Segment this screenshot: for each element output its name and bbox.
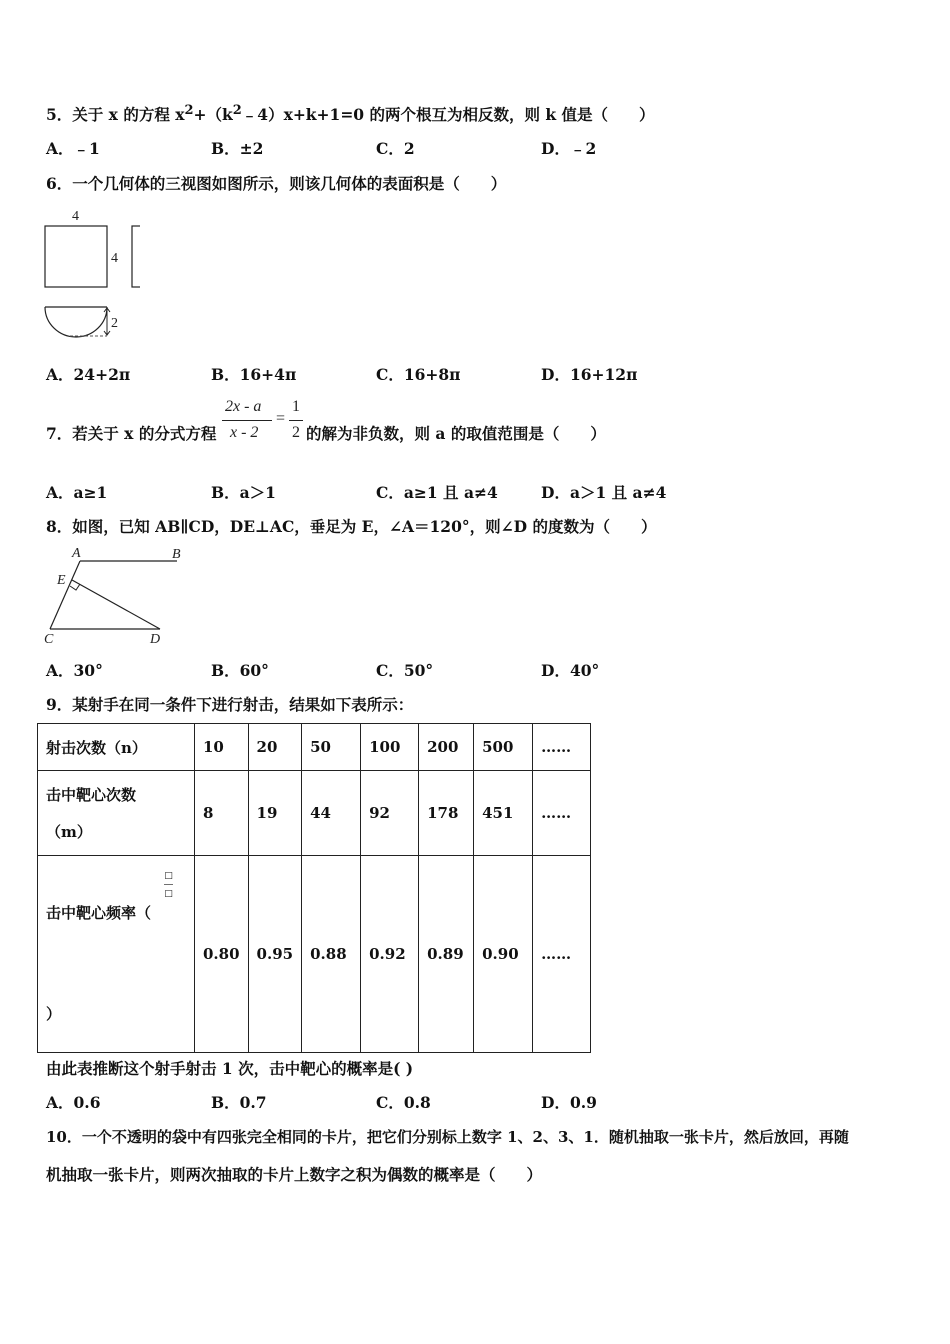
fraction-denominator: x - 2 xyxy=(230,424,259,441)
table-cell: 44 xyxy=(302,771,361,856)
table-cell: 92 xyxy=(361,771,419,856)
label-height: 4 xyxy=(111,251,118,266)
table-cell: 0.88 xyxy=(302,856,361,1053)
q9-option-c: C．0.8 xyxy=(376,1093,431,1112)
table-cell: …… xyxy=(533,856,591,1053)
q5-option-b: B．±2 xyxy=(211,139,264,158)
table-cell: 451 xyxy=(474,771,533,856)
fraction-bar xyxy=(222,420,272,421)
q10-stem-line2: 机抽取一张卡片，则两次抽取的卡片上数字之积为偶数的概率是（ ） xyxy=(46,1165,543,1184)
rhs-fraction-bar xyxy=(289,420,303,421)
label-depth: 2 xyxy=(111,316,118,331)
label-top-width: 4 xyxy=(72,209,79,224)
q10-stem-line1: 10．一个不透明的袋中有四张完全相同的卡片，把它们分别标上数字 1、2、3、1．随机抽取一张卡片，然后放回，再随 xyxy=(46,1128,849,1146)
q6-option-a: A．24+2π xyxy=(46,365,131,384)
q8-option-d: D．40° xyxy=(541,661,600,680)
label-a: A xyxy=(72,546,81,561)
right-angle-mark xyxy=(70,584,80,590)
row-head-frequency: □ ― □ 击中靶心频率（ ） xyxy=(38,856,195,1053)
table-cell: 0.95 xyxy=(248,856,302,1053)
q7-stem-start: 7．若关于 x 的分式方程 xyxy=(46,424,217,443)
q5-stem: 5．关于 x 的方程 $x^2+(k^2﹣4)x+k+1=0$ 的两个根互为相反数，则 k 值是（ ） xyxy=(46,103,655,125)
q8-option-c: C．50° xyxy=(376,661,434,680)
equals-sign: = xyxy=(276,410,286,427)
line-ac xyxy=(50,561,80,629)
q8-option-b: B．60° xyxy=(211,661,269,680)
line-de xyxy=(72,580,160,629)
table-cell: 178 xyxy=(419,771,474,856)
table-row-frequency xyxy=(38,856,591,1053)
q7-stem-end: 的解为非负数，则 a 的取值范围是（ ） xyxy=(306,424,606,443)
label-d: D xyxy=(150,632,161,647)
q7-option-d: D．a＞1 且 a≠4 xyxy=(541,483,667,502)
q9-option-a: A．0.6 xyxy=(46,1093,101,1112)
rhs-denominator: 2 xyxy=(292,424,300,441)
table-cell: 500 xyxy=(474,724,533,771)
three-view-figure xyxy=(40,205,140,340)
q6-option-b: B．16+4π xyxy=(211,365,297,384)
front-view-square xyxy=(45,226,107,287)
top-view-semicircle xyxy=(45,307,107,337)
q8-option-a: A．30° xyxy=(46,661,103,680)
q6-stem: 6．一个几何体的三视图如图所示，则该几何体的表面积是（ ） xyxy=(46,174,507,193)
q6-option-c: C．16+8π xyxy=(376,365,461,384)
table-cell: 10 xyxy=(195,724,249,771)
label-b: B xyxy=(172,547,181,562)
m-over-n-icon: □ ― □ xyxy=(164,871,173,899)
parallel-lines-figure xyxy=(40,542,190,650)
table-cell: 0.92 xyxy=(361,856,419,1053)
label-c: C xyxy=(44,632,54,647)
table-cell: 8 xyxy=(195,771,249,856)
table-cell: 200 xyxy=(419,724,474,771)
table-cell: 20 xyxy=(248,724,302,771)
q9-stem: 9．某射手在同一条件下进行射击，结果如下表所示： xyxy=(46,695,414,714)
table-cell: …… xyxy=(533,771,591,856)
q9-option-b: B．0.7 xyxy=(211,1093,267,1112)
q7-option-c: C．a≥1 且 a≠4 xyxy=(376,483,498,502)
table-row-shots xyxy=(38,724,591,771)
q8-stem: 8．如图，已知 AB∥CD，DE⊥AC，垂足为 E，∠A＝120°，则∠D 的度数为（ ） xyxy=(46,517,657,536)
q5-option-d: D．﹣2 xyxy=(541,139,597,158)
q7-option-a: A．a≥1 xyxy=(46,483,108,502)
table-cell: 0.89 xyxy=(419,856,474,1053)
q9-followup: 由此表推断这个射手射击 1 次，击中靶心的概率是( ) xyxy=(46,1059,414,1078)
fraction-numerator: 2x - a xyxy=(225,398,262,415)
table-cell: 0.80 xyxy=(195,856,249,1053)
shooting-results-table xyxy=(37,723,591,1053)
q9-option-d: D．0.9 xyxy=(541,1093,597,1112)
table-row-hits xyxy=(38,771,591,856)
label-e: E xyxy=(57,573,66,588)
row-head-shots: 射击次数（n） xyxy=(38,724,195,771)
table-cell: 100 xyxy=(361,724,419,771)
q6-option-d: D．16+12π xyxy=(541,365,638,384)
q7-option-b: B．a＞1 xyxy=(211,483,276,502)
q5-option-a: A．﹣1 xyxy=(46,139,100,158)
table-cell: 50 xyxy=(302,724,361,771)
table-cell: 19 xyxy=(248,771,302,856)
rhs-numerator: 1 xyxy=(292,398,300,415)
q5-option-c: C．2 xyxy=(376,139,415,158)
table-cell: …… xyxy=(533,724,591,771)
table-cell: 0.90 xyxy=(474,856,533,1053)
row-head-hits: 击中靶心次数 （m） xyxy=(38,771,195,856)
side-view-rect xyxy=(132,226,140,287)
